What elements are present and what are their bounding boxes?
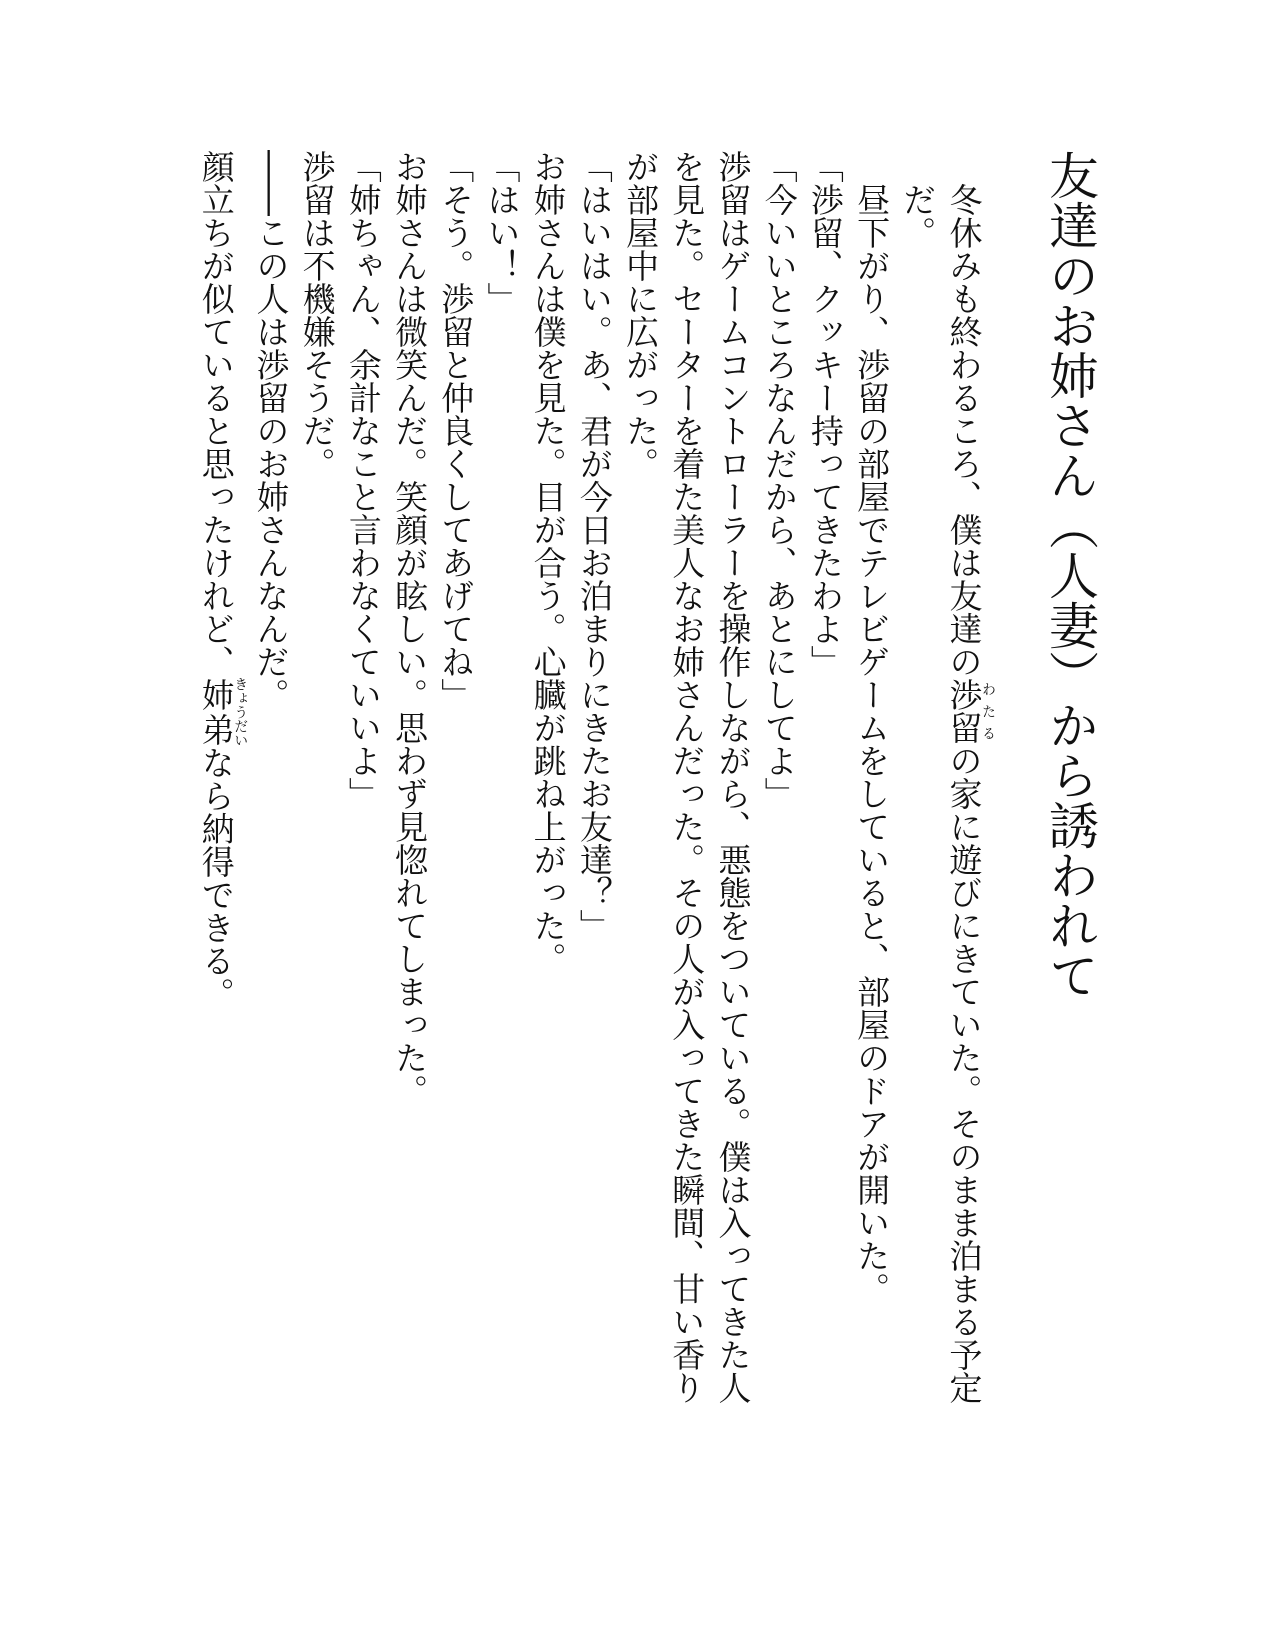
paragraph (802, 150, 848, 1410)
ruby-annotated-word (944, 678, 996, 744)
text-run: 昼下がり、渉留の部屋でテレビゲームをしていると、部屋のドアが開いた。 (852, 183, 892, 1305)
text-run: 「今いいところなんだから、あとにしてよ」 (759, 150, 799, 810)
paragraph (386, 150, 432, 1410)
text-run: お姉さんは微笑んだ。笑顔が眩しい。思わず見惚れてしまった。 (390, 150, 430, 1107)
paragraph (848, 150, 894, 1410)
text-run: 渉留はゲームコントローラーを操作しながら、悪態をついている。僕は入ってきた人を見た。セーターを着た美人なお姉さんだった。その人が入ってきた瞬間、甘い香りが部屋中に広がった。 (621, 150, 753, 1404)
paragraph (755, 150, 801, 1410)
text-run: 渉留は不機嫌そうだ。 (297, 150, 337, 480)
text-run: ――この人は渉留のお姉さんなんだ。 (251, 150, 291, 711)
text-run: 「はい！」 (482, 150, 522, 315)
text-run: 「渉留、クッキー持ってきたわよ」 (805, 150, 845, 678)
paragraph (571, 150, 617, 1410)
paragraph (617, 150, 756, 1410)
text-run: 「はいはい。あ、君が今日お泊まりにきたお友達？」 (574, 150, 614, 942)
paragraph (293, 150, 339, 1410)
text-run: の家に遊びにきていた。そのまま泊まる予定だ。 (898, 183, 984, 1404)
paragraph (340, 150, 386, 1410)
paragraph (193, 150, 248, 1410)
ruby-reading: きょうだい (232, 677, 249, 747)
ruby-base: 渉留 (944, 678, 984, 744)
text-run: なら納得できる。 (196, 746, 236, 1010)
paragraph (524, 150, 570, 1410)
text-run: 顔立ちが似ていると思ったけれど、 (196, 150, 236, 678)
ruby-reading: わたる (980, 678, 996, 744)
vertical-text-body (193, 150, 1105, 1410)
document-title: 友達のお姉さん（人妻）から誘われて (1041, 150, 1099, 1000)
text-run: 「そう。渉留と仲良くしてあげてね」 (436, 150, 476, 711)
paragraph (894, 150, 995, 1410)
ruby-base: 姉弟 (196, 677, 236, 747)
ruby-annotated-word (196, 677, 249, 747)
text-run: お姉さんは僕を見た。目が合う。心臓が跳ね上がった。 (528, 150, 568, 975)
paragraph (478, 150, 524, 1410)
text-run: 「姉ちゃん、余計なこと言わなくていいよ」 (343, 150, 383, 810)
text-run: 冬休みも終わるころ、僕は友達の (944, 183, 984, 678)
paragraph (432, 150, 478, 1410)
paragraph (247, 150, 293, 1410)
